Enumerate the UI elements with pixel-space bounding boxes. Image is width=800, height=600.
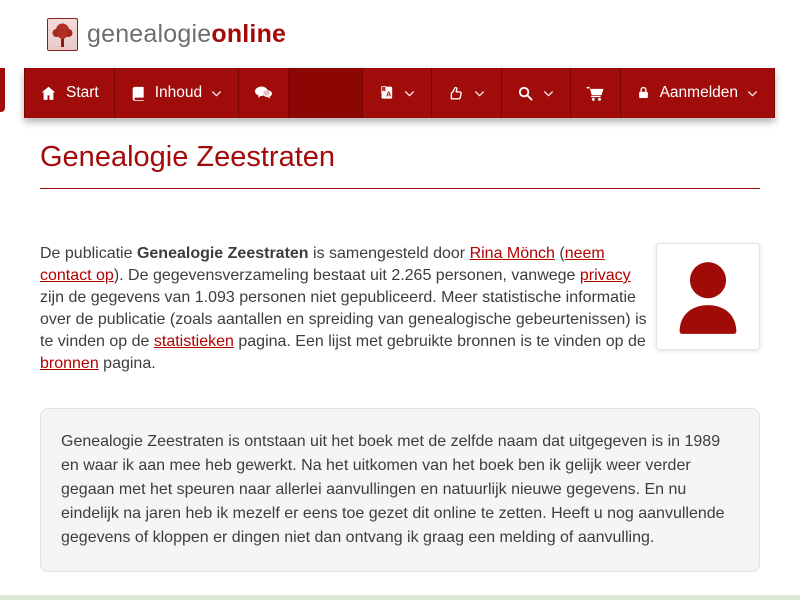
home-icon bbox=[40, 85, 57, 102]
tree-icon[interactable] bbox=[47, 18, 78, 51]
text-link[interactable]: bronnen bbox=[40, 355, 99, 372]
lock-icon bbox=[636, 85, 651, 101]
chevron-down-icon bbox=[473, 87, 486, 100]
comments-icon bbox=[254, 85, 273, 101]
text-segment: Genealogie Zeestraten bbox=[136, 245, 309, 262]
text-segment: ( bbox=[554, 245, 565, 262]
publication-intro-text bbox=[40, 243, 648, 375]
svg-text:A: A bbox=[385, 90, 391, 99]
main-navbar bbox=[24, 68, 775, 118]
nav-item-shop[interactable] bbox=[571, 68, 621, 118]
text-link[interactable]: neem contact op bbox=[40, 245, 605, 284]
page-title: Genealogie Zeestraten bbox=[40, 141, 336, 173]
nav-item-label: Start bbox=[66, 84, 99, 101]
text-link[interactable]: Rina Mönch bbox=[469, 245, 555, 262]
title-divider bbox=[40, 188, 760, 189]
text-link[interactable]: statistieken bbox=[153, 333, 234, 350]
publication-note-text: Genealogie Zeestraten is ontstaan uit het boek met de zelfde naam dat uitgegeven is in 1989 en waar ik aan mee heb gewerkt. Na het uitkomen van het boek ben ik gelijk weer verder gegaan met het speuren naar allerlei aanvullingen en natuurlijk nieuwe gegevens. En nu eindelijk na jaren heb ik mezelf er eens toe gezet dit online te zetten. Heeft u nog aanvullende gegevens of kloppen er dingen niet dan ontvang ik graag een melding of aanvulling. bbox=[61, 433, 725, 546]
publication-avatar bbox=[656, 243, 760, 350]
text-segment: is samengesteld door bbox=[308, 245, 470, 262]
nav-item-start[interactable] bbox=[24, 68, 115, 118]
main-content bbox=[40, 141, 760, 572]
navbar-left-group bbox=[24, 68, 289, 118]
nav-item-messages[interactable] bbox=[239, 68, 289, 118]
chevron-down-icon bbox=[746, 87, 759, 100]
chevron-down-icon bbox=[542, 87, 555, 100]
nav-item-recommend[interactable] bbox=[432, 68, 502, 118]
publication-note-box bbox=[40, 408, 760, 572]
translate-icon bbox=[378, 84, 395, 102]
chevron-down-icon bbox=[210, 87, 223, 100]
navbar-spacer bbox=[289, 68, 361, 118]
chevron-down-icon bbox=[403, 87, 416, 100]
intro-row bbox=[40, 243, 760, 375]
nav-item-inhoud[interactable] bbox=[115, 68, 239, 118]
navbar-overflow-strip bbox=[0, 68, 5, 112]
brand-name-red: online bbox=[211, 19, 287, 48]
nav-item-label: Aanmelden bbox=[659, 84, 738, 101]
nav-item-search[interactable] bbox=[502, 68, 571, 118]
text-segment: ). De gegevensverzameling bestaat uit 2.265 personen, vanwege bbox=[113, 267, 580, 284]
person-icon bbox=[665, 252, 751, 341]
nav-item-label: Inhoud bbox=[154, 84, 203, 101]
brand-name-gray: genealogie bbox=[87, 19, 212, 48]
navbar-right-group bbox=[362, 68, 775, 118]
cart-icon bbox=[586, 85, 605, 102]
book-icon bbox=[130, 85, 146, 102]
brand-header bbox=[0, 0, 800, 68]
text-segment: zijn de gegevens van 1.093 personen niet gepubliceerd. Meer statistische informatie over de publicatie (zoals aantallen en spreiding van genealogische gebeurtenissen) is te vinden op de bbox=[40, 289, 647, 350]
nav-item-account[interactable] bbox=[621, 68, 775, 118]
navbar-zone bbox=[0, 68, 800, 118]
footer-strip bbox=[0, 595, 800, 600]
search-icon bbox=[517, 85, 534, 102]
text-segment: pagina. Een lijst met gebruikte bronnen is te vinden op de bbox=[233, 333, 646, 350]
text-link[interactable]: privacy bbox=[579, 267, 631, 284]
nav-item-language[interactable] bbox=[362, 68, 432, 118]
text-segment: De publicatie bbox=[40, 245, 137, 262]
text-segment: pagina. bbox=[98, 355, 156, 372]
hand-pointer-icon bbox=[447, 85, 465, 102]
site-logo[interactable] bbox=[87, 20, 286, 49]
